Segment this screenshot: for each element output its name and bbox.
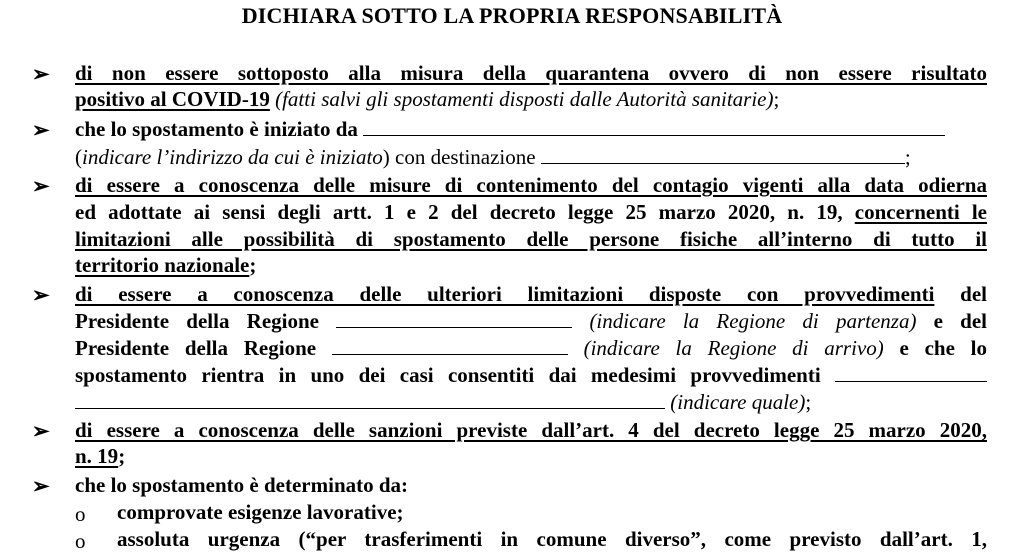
contenimento-line-1: di essere a conoscenza delle misure di contenimento del contagio vigenti alla data odierna: [75, 173, 987, 197]
regioni-line-4: spostamento rientra in uno dei casi consentiti dai medesimi provvedimenti: [75, 362, 987, 388]
departure-region-field[interactable]: [336, 309, 572, 328]
spostamento-label: che lo spostamento è iniziato da: [75, 117, 358, 141]
bullet-arrow-icon: ➢: [32, 283, 50, 307]
destination-label: ) con destinazione: [382, 145, 536, 169]
contenimento-line-3: limitazioni alle possibilità di spostamento delle persone fisiche all’interno di tutto il: [75, 227, 987, 251]
quarantena-line-1: di non essere sottoposto alla misura della quarantena ovvero di non essere risultato: [75, 61, 987, 85]
regioni-line-1: di essere a conoscenza delle ulteriori limitazioni disposte con provvedimenti del: [75, 282, 987, 306]
page-title: DICHIARA SOTTO LA PROPRIA RESPONSABILITÀ: [241, 3, 783, 28]
regioni-line-5: (indicare quale);: [75, 389, 987, 415]
bullet-arrow-icon: ➢: [32, 474, 50, 498]
origin-address-hint: indicare l’indirizzo da cui è iniziato: [82, 145, 383, 169]
contenimento-line-2: ed adottate ai sensi degli artt. 1 e 2 del decreto legge 25 marzo 2020, n. 19, concernenti le: [75, 200, 987, 224]
bullet-arrow-icon: ➢: [32, 62, 50, 86]
sanzioni-line-1: di essere a conoscenza delle sanzioni previste dall’art. 4 del decreto legge 25 marzo 2020,: [75, 418, 987, 442]
origin-address-field[interactable]: [363, 117, 945, 136]
quarantena-line-2: [75, 86, 987, 112]
bullet-arrow-icon: ➢: [32, 174, 50, 198]
sanzioni-line-2: n. 19;: [75, 444, 126, 468]
allowed-case-field[interactable]: [835, 363, 987, 382]
regioni-line-2: Presidente della Regione (indicare la Regione di partenza) e del: [75, 309, 987, 333]
bullet-arrow-icon: ➢: [32, 118, 50, 142]
quarantena-end: ;: [773, 87, 780, 111]
motivo-option-urgenza: assoluta urgenza (“per trasferimenti in comune diverso”, come previsto dall’art. 1,: [117, 527, 987, 551]
motivo-option-lavoro: comprovate esigenze lavorative;: [117, 500, 404, 524]
destination-field[interactable]: [541, 145, 905, 164]
checkbox-circle-icon[interactable]: o: [75, 502, 86, 526]
spostamento-line-2: (indicare l’indirizzo da cui è iniziato) con destinazione ;: [75, 145, 911, 169]
bullet-arrow-icon: ➢: [32, 419, 50, 443]
quarantena-note: (fatti salvi gli spostamenti disposti dalle Autorità sanitarie): [275, 87, 774, 111]
quarantena-covid-text: positivo al COVID-19: [75, 87, 270, 111]
arrival-region-field[interactable]: [332, 336, 568, 355]
regioni-line-3: Presidente della Regione (indicare la Regione di arrivo) e che lo: [75, 336, 987, 360]
motivo-line-1: che lo spostamento è determinato da:: [75, 473, 409, 497]
contenimento-line-4: territorio nazionale;: [75, 253, 257, 277]
allowed-case-field-continued[interactable]: [75, 390, 665, 409]
spostamento-line-1: [75, 116, 987, 142]
checkbox-circle-icon[interactable]: o: [75, 529, 86, 553]
